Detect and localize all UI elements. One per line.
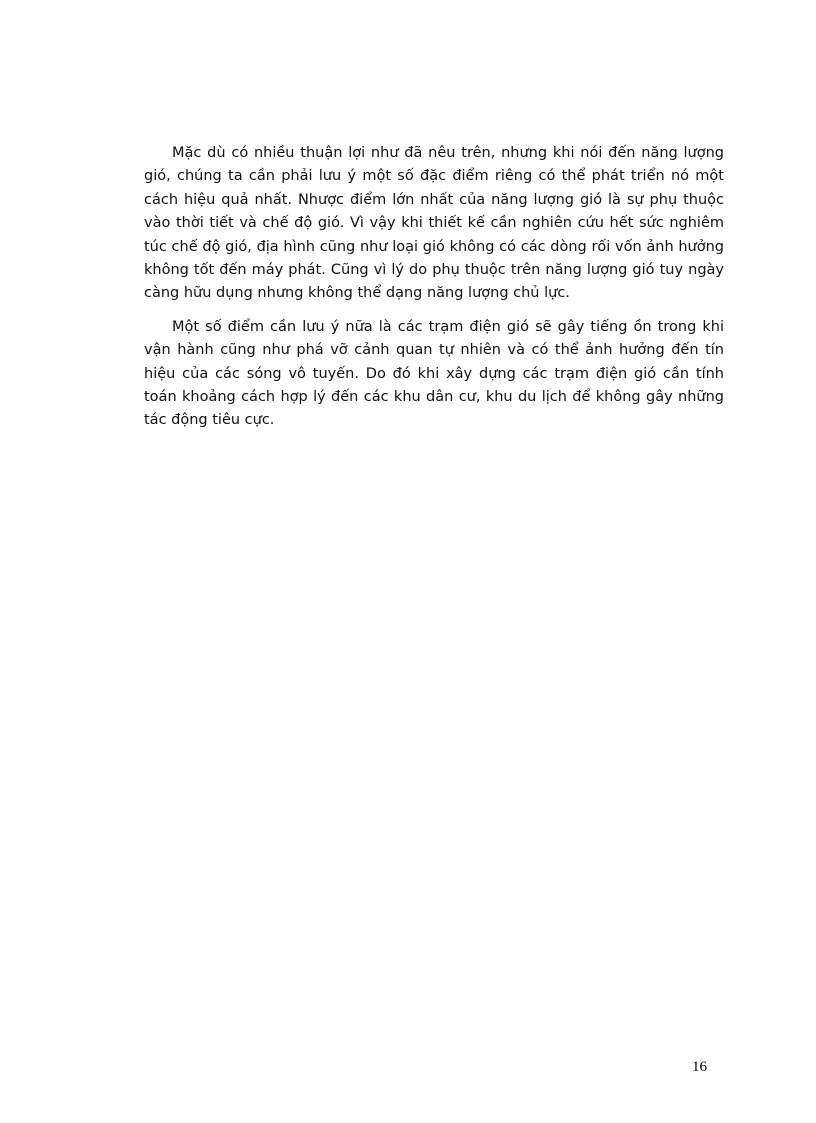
paragraph-1: Mặc dù có nhiều thuận lợi như đã nêu trên, nhưng khi nói đến năng lượng gió, chúng ta cần phải lưu ý một số đặc điểm riêng có thể phát triển nó một cách hiệu quả nhất. Nhược điểm lớn nhất của năng lượng gió là sự phụ thuộc vào thời tiết và chế độ gió. Vì vậy khi thiết kế cần nghiên cứu hết sức nghiêm túc chế độ gió, địa hình cũng như loại gió không có các dòng rối vốn ảnh hưởng không tốt đến máy phát. Cũng vì lý do phụ thuộc trên năng lượng gió tuy ngày càng hữu dụng nhưng không thể dạng năng lượng chủ lực. [144,145,724,302]
body-text [144,142,724,443]
page-number: 16 [692,1059,707,1075]
paragraph-2: Một số điểm cần lưu ý nữa là các trạm điện gió sẽ gây tiếng ồn trong khi vận hành cũng như phá vỡ cảnh quan tự nhiên và có thể ảnh hưởng đến tín hiệu của các sóng vô tuyến. Do đó khi xây dựng các trạm điện gió cần tính toán khoảng cách hợp lý đến các khu dân cư, khu du lịch để không gây những tác động tiêu cực. [144,318,724,429]
